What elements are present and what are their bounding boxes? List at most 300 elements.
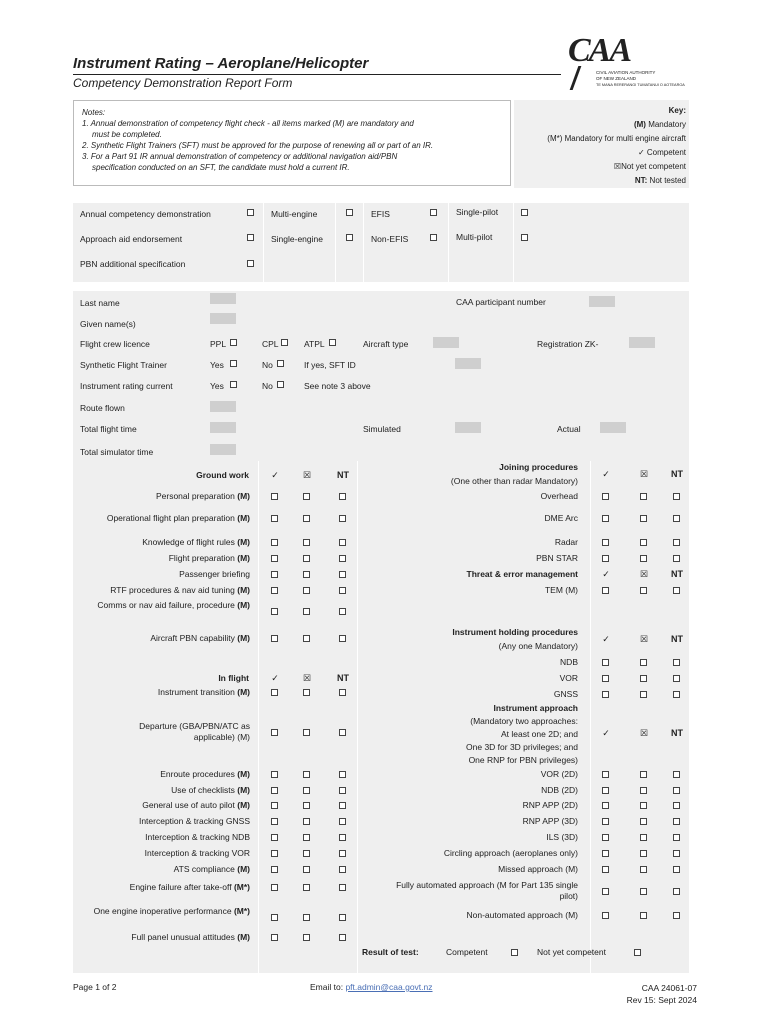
ground-heading: Ground work	[196, 470, 249, 480]
pbn-checkbox[interactable]	[247, 260, 254, 267]
approach-item-0-checkbox-not-yet[interactable]	[640, 771, 647, 778]
notes-heading: Notes:	[82, 108, 106, 117]
note-line-2: must be completed.	[92, 130, 162, 139]
single-pilot-checkbox[interactable]	[521, 209, 528, 216]
ground-nt-symbol: NT	[337, 470, 349, 480]
approach-item-1-checkbox-not-yet[interactable]	[640, 787, 647, 794]
flight-item-4-checkbox-not-yet[interactable]	[303, 802, 310, 809]
approach-item-3-checkbox-not-yet[interactable]	[640, 818, 647, 825]
approach-item-7-checkbox-competent[interactable]	[602, 888, 609, 895]
ground-item-0-checkbox-not-yet[interactable]	[303, 493, 310, 500]
joining-item-1-checkbox-not-yet[interactable]	[640, 515, 647, 522]
approach-item-6-text: Missed approach (M)	[498, 864, 578, 874]
flight-item-2-text: Enroute procedures (M)	[160, 769, 250, 779]
flight-item-7	[73, 848, 250, 859]
simulated-label: Simulated	[363, 424, 401, 434]
sft-label: Synthetic Flight Trainer	[80, 360, 167, 370]
approach-item-5	[358, 848, 578, 859]
holding-subheading: (Any one Mandatory)	[498, 641, 578, 651]
approach-item-3	[358, 816, 578, 827]
flight-item-7-checkbox-competent[interactable]	[271, 850, 278, 857]
approach-item-5-text: Circling approach (aeroplanes only)	[443, 848, 578, 858]
flight-item-9	[73, 882, 250, 893]
details-section	[73, 291, 689, 461]
non-efis-label: Non-EFIS	[371, 234, 409, 244]
actual-field[interactable]	[600, 422, 626, 433]
tem-heading: Threat & error management	[466, 569, 578, 579]
holding-item-1-checkbox-nt[interactable]	[673, 675, 680, 682]
approach-item-7-checkbox-nt[interactable]	[673, 888, 680, 895]
flight-item-5-text: Interception & tracking GNSS	[138, 816, 250, 826]
tem-item-0-checkbox-not-yet[interactable]	[640, 587, 647, 594]
approach-item-0-text: VOR (2D)	[540, 769, 578, 779]
flight-item-6-checkbox-not-yet[interactable]	[303, 834, 310, 841]
approach-item-4-text: ILS (3D)	[546, 832, 578, 842]
joining-item-0-checkbox-not-yet[interactable]	[640, 493, 647, 500]
holding-item-2	[358, 689, 578, 700]
flight-item-0-text: Instrument transition (M)	[157, 687, 250, 697]
ground-item-1-checkbox-not-yet[interactable]	[303, 515, 310, 522]
ground-cross-symbol: ☒	[302, 470, 312, 480]
tem-item-0	[358, 585, 578, 596]
key-box	[514, 100, 689, 188]
flight-item-2-checkbox-competent[interactable]	[271, 771, 278, 778]
joining-heading: Joining procedures	[499, 462, 578, 472]
ground-item-4-checkbox-nt[interactable]	[339, 571, 346, 578]
approach-item-2	[358, 800, 578, 811]
endorsement-section	[73, 203, 689, 282]
joining-subheading: (One other than radar Mandatory)	[450, 476, 578, 486]
footer-email-label: Email to:	[310, 982, 346, 992]
approach-item-5-checkbox-not-yet[interactable]	[640, 850, 647, 857]
joining-item-3-text: PBN STAR	[536, 553, 578, 563]
result-not-yet-label: Not yet competent	[537, 947, 606, 957]
flight-item-2-checkbox-nt[interactable]	[339, 771, 346, 778]
logo-text: CAA	[568, 32, 631, 69]
ground-item-4-checkbox-competent[interactable]	[271, 571, 278, 578]
joining-item-2	[358, 537, 578, 548]
joining-item-2-checkbox-not-yet[interactable]	[640, 539, 647, 546]
flight-item-3	[73, 785, 250, 796]
result-label: Result of test:	[362, 947, 419, 957]
flight-nt-symbol: NT	[337, 673, 349, 683]
given-name-field[interactable]	[210, 313, 236, 324]
annual-checkbox[interactable]	[247, 209, 254, 216]
caa-number-field[interactable]	[589, 296, 615, 307]
ppl-label: PPL	[210, 339, 227, 349]
approach-subheading-2: One 3D for 3D privileges; and	[466, 742, 578, 752]
pbn-label: PBN additional specification	[80, 259, 186, 269]
title-rule	[73, 74, 561, 75]
holding-nt-symbol: NT	[671, 634, 683, 644]
joining-item-2-text: Radar	[554, 537, 578, 547]
total-flight-field[interactable]	[210, 422, 236, 433]
multi-pilot-checkbox[interactable]	[521, 234, 528, 241]
approach-item-4-checkbox-nt[interactable]	[673, 834, 680, 841]
holding-item-1-checkbox-not-yet[interactable]	[640, 675, 647, 682]
footer-rev: Rev 15: Sept 2024	[626, 995, 697, 1005]
flight-item-0-checkbox-not-yet[interactable]	[303, 689, 310, 696]
footer-page: Page 1 of 2	[73, 982, 117, 992]
ground-item-1-checkbox-competent[interactable]	[271, 515, 278, 522]
ground-item-6-checkbox-competent[interactable]	[271, 608, 278, 615]
ground-item-5-text: RTF procedures & nav aid tuning (M)	[110, 585, 250, 595]
joining-item-1-text: DME Arc	[544, 513, 578, 523]
approach-item-7-text: Fully automated approach (M for Part 135 single pilot)	[396, 880, 578, 901]
flight-item-9-checkbox-not-yet[interactable]	[303, 884, 310, 891]
approach-item-5-checkbox-nt[interactable]	[673, 850, 680, 857]
flight-item-10-checkbox-nt[interactable]	[339, 914, 346, 921]
flight-heading: In flight	[218, 673, 249, 683]
approach-heading: Instrument approach	[493, 703, 578, 713]
ground-item-6-checkbox-not-yet[interactable]	[303, 608, 310, 615]
multi-engine-label: Multi-engine	[271, 209, 318, 219]
sft-yes-checkbox[interactable]	[230, 360, 237, 367]
flight-item-11-checkbox-competent[interactable]	[271, 934, 278, 941]
ground-item-2-text: Knowledge of flight rules (M)	[142, 537, 250, 547]
flight-item-0-checkbox-competent[interactable]	[271, 689, 278, 696]
approach-item-6-checkbox-competent[interactable]	[602, 866, 609, 873]
ground-item-6-checkbox-nt[interactable]	[339, 608, 346, 615]
ground-item-2-checkbox-not-yet[interactable]	[303, 539, 310, 546]
approach-item-4-checkbox-not-yet[interactable]	[640, 834, 647, 841]
note-line-5: specification conducted on an SFT, the candidate must hold a current IR.	[92, 163, 350, 172]
approach-subheading-1: At least one 2D; and	[500, 729, 578, 739]
approach-item-7	[358, 880, 578, 902]
ground-item-1	[73, 513, 250, 524]
approach-item-2-text: RNP APP (2D)	[522, 800, 578, 810]
holding-item-0-checkbox-not-yet[interactable]	[640, 659, 647, 666]
flight-item-11	[73, 932, 250, 943]
key-nt-code: NT:	[634, 176, 648, 185]
single-engine-checkbox[interactable]	[346, 234, 353, 241]
note3-label: See note 3 above	[304, 381, 371, 391]
key-mstar: (M*) Mandatory for multi engine aircraft	[547, 134, 686, 143]
holding-cross-symbol: ☒	[639, 634, 649, 644]
flight-item-1-checkbox-nt[interactable]	[339, 729, 346, 736]
flight-item-3-checkbox-competent[interactable]	[271, 787, 278, 794]
grading-table	[73, 461, 689, 973]
flight-item-6-checkbox-competent[interactable]	[271, 834, 278, 841]
ir-no-checkbox[interactable]	[277, 381, 284, 388]
single-pilot-label: Single-pilot	[456, 207, 499, 217]
joining-tick-symbol: ✓	[602, 469, 610, 479]
holding-item-2-text: GNSS	[553, 689, 578, 699]
flight-item-1-text: Departure (GBA/PBN/ATC as applicable) (M)	[139, 721, 250, 742]
flight-item-5-checkbox-not-yet[interactable]	[303, 818, 310, 825]
holding-item-1-checkbox-competent[interactable]	[602, 675, 609, 682]
sft-no-checkbox[interactable]	[277, 360, 284, 367]
ground-item-5-checkbox-competent[interactable]	[271, 587, 278, 594]
footer-code-block	[580, 982, 697, 1006]
flight-item-4-text: General use of auto pilot (M)	[142, 800, 250, 810]
flight-item-0	[73, 687, 250, 698]
ground-item-2	[73, 537, 250, 548]
flight-item-2-checkbox-not-yet[interactable]	[303, 771, 310, 778]
non-efis-checkbox[interactable]	[430, 234, 437, 241]
flight-item-7-checkbox-not-yet[interactable]	[303, 850, 310, 857]
approach-item-2-checkbox-competent[interactable]	[602, 802, 609, 809]
approach-subheading-0: (Mandatory two approaches:	[470, 716, 578, 726]
logo-sub-3: TE MANA RERERANGI TUMATANUI O AOTEAROA	[596, 83, 685, 87]
approach-label: Approach aid endorsement	[80, 234, 183, 244]
key-nt-text: Not tested	[647, 176, 686, 185]
approach-tick-symbol: ✓	[602, 728, 610, 738]
footer-email-block	[310, 982, 433, 992]
flight-item-11-checkbox-nt[interactable]	[339, 934, 346, 941]
joining-item-2-checkbox-nt[interactable]	[673, 539, 680, 546]
flight-item-5-checkbox-nt[interactable]	[339, 818, 346, 825]
registration-label: Registration ZK-	[537, 339, 599, 349]
flight-item-11-checkbox-not-yet[interactable]	[303, 934, 310, 941]
holding-item-0-text: NDB	[560, 657, 578, 667]
flight-item-8-checkbox-not-yet[interactable]	[303, 866, 310, 873]
joining-item-0-checkbox-nt[interactable]	[673, 493, 680, 500]
ground-item-5-checkbox-nt[interactable]	[339, 587, 346, 594]
given-name-label: Given name(s)	[80, 319, 136, 329]
flight-item-1-checkbox-not-yet[interactable]	[303, 729, 310, 736]
flight-item-10-text: One engine inoperative performance (M*)	[93, 906, 250, 916]
flight-item-9-checkbox-nt[interactable]	[339, 884, 346, 891]
joining-item-3-checkbox-not-yet[interactable]	[640, 555, 647, 562]
ground-item-6-text: Comms or nav aid failure, procedure (M)	[97, 600, 250, 610]
ground-item-6	[73, 600, 250, 611]
flight-item-6-checkbox-nt[interactable]	[339, 834, 346, 841]
joining-item-1-checkbox-competent[interactable]	[602, 515, 609, 522]
flight-item-5-checkbox-competent[interactable]	[271, 818, 278, 825]
ir-current-label: Instrument rating current	[80, 381, 173, 391]
ground-item-7	[73, 633, 250, 644]
flight-item-6-text: Interception & tracking NDB	[145, 832, 250, 842]
caa-logo	[566, 32, 696, 92]
atpl-checkbox[interactable]	[329, 339, 336, 346]
approach-item-0	[358, 769, 578, 780]
approach-item-8-checkbox-not-yet[interactable]	[640, 912, 647, 919]
flight-item-6	[73, 832, 250, 843]
joining-cross-symbol: ☒	[639, 469, 649, 479]
flight-item-7-text: Interception & tracking VOR	[144, 848, 250, 858]
flight-item-10-checkbox-competent[interactable]	[271, 914, 278, 921]
last-name-label: Last name	[80, 298, 120, 308]
ground-item-4-checkbox-not-yet[interactable]	[303, 571, 310, 578]
tem-item-0-checkbox-nt[interactable]	[673, 587, 680, 594]
ir-yes-checkbox[interactable]	[230, 381, 237, 388]
cpl-checkbox[interactable]	[281, 339, 288, 346]
route-label: Route flown	[80, 403, 125, 413]
flight-item-1-checkbox-competent[interactable]	[271, 729, 278, 736]
last-name-field[interactable]	[210, 293, 236, 304]
sft-id-field[interactable]	[455, 358, 481, 369]
atpl-label: ATPL	[304, 339, 325, 349]
approach-item-8-checkbox-nt[interactable]	[673, 912, 680, 919]
ground-item-3-text: Flight preparation (M)	[168, 553, 250, 563]
aircraft-type-field[interactable]	[433, 337, 459, 348]
notes-box	[73, 100, 511, 186]
ground-item-4-text: Passenger briefing	[179, 569, 250, 579]
total-flight-label: Total flight time	[80, 424, 137, 434]
holding-item-2-checkbox-not-yet[interactable]	[640, 691, 647, 698]
flight-item-10-checkbox-not-yet[interactable]	[303, 914, 310, 921]
flight-item-5	[73, 816, 250, 827]
ppl-checkbox[interactable]	[230, 339, 237, 346]
joining-item-2-checkbox-competent[interactable]	[602, 539, 609, 546]
note-line-3: 2. Synthetic Flight Trainers (SFT) must be approved for the purpose of renewing all or part of an IR.	[82, 141, 434, 150]
approach-cross-symbol: ☒	[639, 728, 649, 738]
holding-item-1	[358, 673, 578, 684]
approach-item-3-text: RNP APP (3D)	[522, 816, 578, 826]
flight-tick-symbol: ✓	[271, 673, 279, 683]
approach-item-1-text: NDB (2D)	[541, 785, 578, 795]
flight-item-11-text: Full panel unusual attitudes (M)	[131, 932, 250, 942]
ground-item-0-text: Personal preparation (M)	[155, 491, 250, 501]
note-line-4: 3. For a Part 91 IR annual demonstration of competency or additional navigation aid/PBN	[82, 152, 398, 161]
holding-item-2-checkbox-competent[interactable]	[602, 691, 609, 698]
flight-item-9-checkbox-competent[interactable]	[271, 884, 278, 891]
approach-item-4	[358, 832, 578, 843]
flight-item-2	[73, 769, 250, 780]
ir-yes-label: Yes	[210, 381, 224, 391]
approach-checkbox[interactable]	[247, 234, 254, 241]
holding-item-2-checkbox-nt[interactable]	[673, 691, 680, 698]
total-sim-field[interactable]	[210, 444, 236, 455]
ground-item-0-checkbox-competent[interactable]	[271, 493, 278, 500]
sft-id-label: If yes, SFT ID	[304, 360, 356, 370]
ground-item-4	[73, 569, 250, 580]
footer-code: CAA 24061-07	[641, 983, 697, 993]
flight-item-1	[73, 721, 250, 743]
holding-item-0-checkbox-nt[interactable]	[673, 659, 680, 666]
approach-item-3-checkbox-competent[interactable]	[602, 818, 609, 825]
multi-pilot-label: Multi-pilot	[456, 232, 493, 242]
flight-item-3-checkbox-not-yet[interactable]	[303, 787, 310, 794]
ground-item-3-checkbox-not-yet[interactable]	[303, 555, 310, 562]
single-engine-label: Single-engine	[271, 234, 323, 244]
flight-item-4	[73, 800, 250, 811]
holding-item-0-checkbox-competent[interactable]	[602, 659, 609, 666]
holding-item-0	[358, 657, 578, 668]
ground-item-7-checkbox-nt[interactable]	[339, 635, 346, 642]
approach-item-6	[358, 864, 578, 875]
holding-tick-symbol: ✓	[602, 634, 610, 644]
approach-item-0-checkbox-competent[interactable]	[602, 771, 609, 778]
tem-nt-symbol: NT	[671, 569, 683, 579]
approach-item-1	[358, 785, 578, 796]
flight-item-8-text: ATS compliance (M)	[173, 864, 250, 874]
caa-number-label: CAA participant number	[456, 297, 546, 307]
ground-item-0-checkbox-nt[interactable]	[339, 493, 346, 500]
ground-item-7-text: Aircraft PBN capability (M)	[150, 633, 250, 643]
ground-item-2-checkbox-competent[interactable]	[271, 539, 278, 546]
ground-item-5-checkbox-not-yet[interactable]	[303, 587, 310, 594]
ground-item-0	[73, 491, 250, 502]
approach-item-6-checkbox-nt[interactable]	[673, 866, 680, 873]
holding-item-1-text: VOR	[559, 673, 578, 683]
approach-item-2-checkbox-not-yet[interactable]	[640, 802, 647, 809]
flight-item-3-checkbox-nt[interactable]	[339, 787, 346, 794]
licence-label: Flight crew licence	[80, 339, 150, 349]
joining-nt-symbol: NT	[671, 469, 683, 479]
joining-item-0-checkbox-competent[interactable]	[602, 493, 609, 500]
ir-no-label: No	[262, 381, 273, 391]
joining-item-3	[358, 553, 578, 564]
flight-item-8	[73, 864, 250, 875]
ground-item-1-text: Operational flight plan preparation (M)	[106, 513, 250, 523]
efis-label: EFIS	[371, 209, 390, 219]
flight-item-8-checkbox-competent[interactable]	[271, 866, 278, 873]
simulated-field[interactable]	[455, 422, 481, 433]
key-m-code: (M)	[633, 120, 646, 129]
approach-nt-symbol: NT	[671, 728, 683, 738]
ground-item-7-checkbox-not-yet[interactable]	[303, 635, 310, 642]
result-not-yet-checkbox[interactable]	[634, 949, 641, 956]
logo-sub-1: CIVIL AVIATION AUTHORITY	[596, 70, 656, 75]
flight-item-10	[73, 906, 250, 917]
flight-item-0-checkbox-nt[interactable]	[339, 689, 346, 696]
tem-item-0-checkbox-competent[interactable]	[602, 587, 609, 594]
joining-item-3-checkbox-competent[interactable]	[602, 555, 609, 562]
ground-item-1-checkbox-nt[interactable]	[339, 515, 346, 522]
flight-cross-symbol: ☒	[302, 673, 312, 683]
approach-item-1-checkbox-nt[interactable]	[673, 787, 680, 794]
approach-item-7-checkbox-not-yet[interactable]	[640, 888, 647, 895]
approach-item-5-checkbox-competent[interactable]	[602, 850, 609, 857]
tem-item-0-text: TEM (M)	[544, 585, 578, 595]
flight-item-4-checkbox-competent[interactable]	[271, 802, 278, 809]
flight-item-7-checkbox-nt[interactable]	[339, 850, 346, 857]
ground-item-5	[73, 585, 250, 596]
efis-checkbox[interactable]	[430, 209, 437, 216]
route-field[interactable]	[210, 401, 236, 412]
joining-item-1-checkbox-nt[interactable]	[673, 515, 680, 522]
approach-item-8	[358, 910, 578, 921]
note-line-1: 1. Annual demonstration of competency flight check - all items marked (M) are mandatory and	[82, 119, 414, 128]
approach-item-4-checkbox-competent[interactable]	[602, 834, 609, 841]
approach-item-0-checkbox-nt[interactable]	[673, 771, 680, 778]
flight-item-8-checkbox-nt[interactable]	[339, 866, 346, 873]
joining-item-3-checkbox-nt[interactable]	[673, 555, 680, 562]
ground-item-2-checkbox-nt[interactable]	[339, 539, 346, 546]
ground-item-3-checkbox-competent[interactable]	[271, 555, 278, 562]
cpl-label: CPL	[262, 339, 279, 349]
approach-item-8-checkbox-competent[interactable]	[602, 912, 609, 919]
flight-item-4-checkbox-nt[interactable]	[339, 802, 346, 809]
approach-subheading-3: One RNP for PBN privileges)	[468, 755, 578, 765]
footer-email-link[interactable]: pft.admin@caa.govt.nz	[345, 982, 433, 992]
page-title: Instrument Rating – Aeroplane/Helicopter	[73, 55, 369, 72]
sft-yes-label: Yes	[210, 360, 224, 370]
ground-item-3	[73, 553, 250, 564]
flight-item-9-text: Engine failure after take-off (M*)	[129, 882, 250, 892]
tem-cross-symbol: ☒	[639, 569, 649, 579]
holding-heading: Instrument holding procedures	[452, 627, 578, 637]
sft-no-label: No	[262, 360, 273, 370]
approach-item-6-checkbox-not-yet[interactable]	[640, 866, 647, 873]
result-competent-checkbox[interactable]	[511, 949, 518, 956]
flight-item-3-text: Use of checklists (M)	[171, 785, 250, 795]
approach-item-3-checkbox-nt[interactable]	[673, 818, 680, 825]
approach-item-1-checkbox-competent[interactable]	[602, 787, 609, 794]
multi-engine-checkbox[interactable]	[346, 209, 353, 216]
approach-item-2-checkbox-nt[interactable]	[673, 802, 680, 809]
approach-item-8-text: Non-automated approach (M)	[466, 910, 578, 920]
ground-item-3-checkbox-nt[interactable]	[339, 555, 346, 562]
aircraft-type-label: Aircraft type	[363, 339, 409, 349]
ground-item-7-checkbox-competent[interactable]	[271, 635, 278, 642]
registration-field[interactable]	[629, 337, 655, 348]
key-competent: ✓ Competent	[637, 148, 686, 157]
result-competent-label: Competent	[446, 947, 488, 957]
joining-item-1	[358, 513, 578, 524]
